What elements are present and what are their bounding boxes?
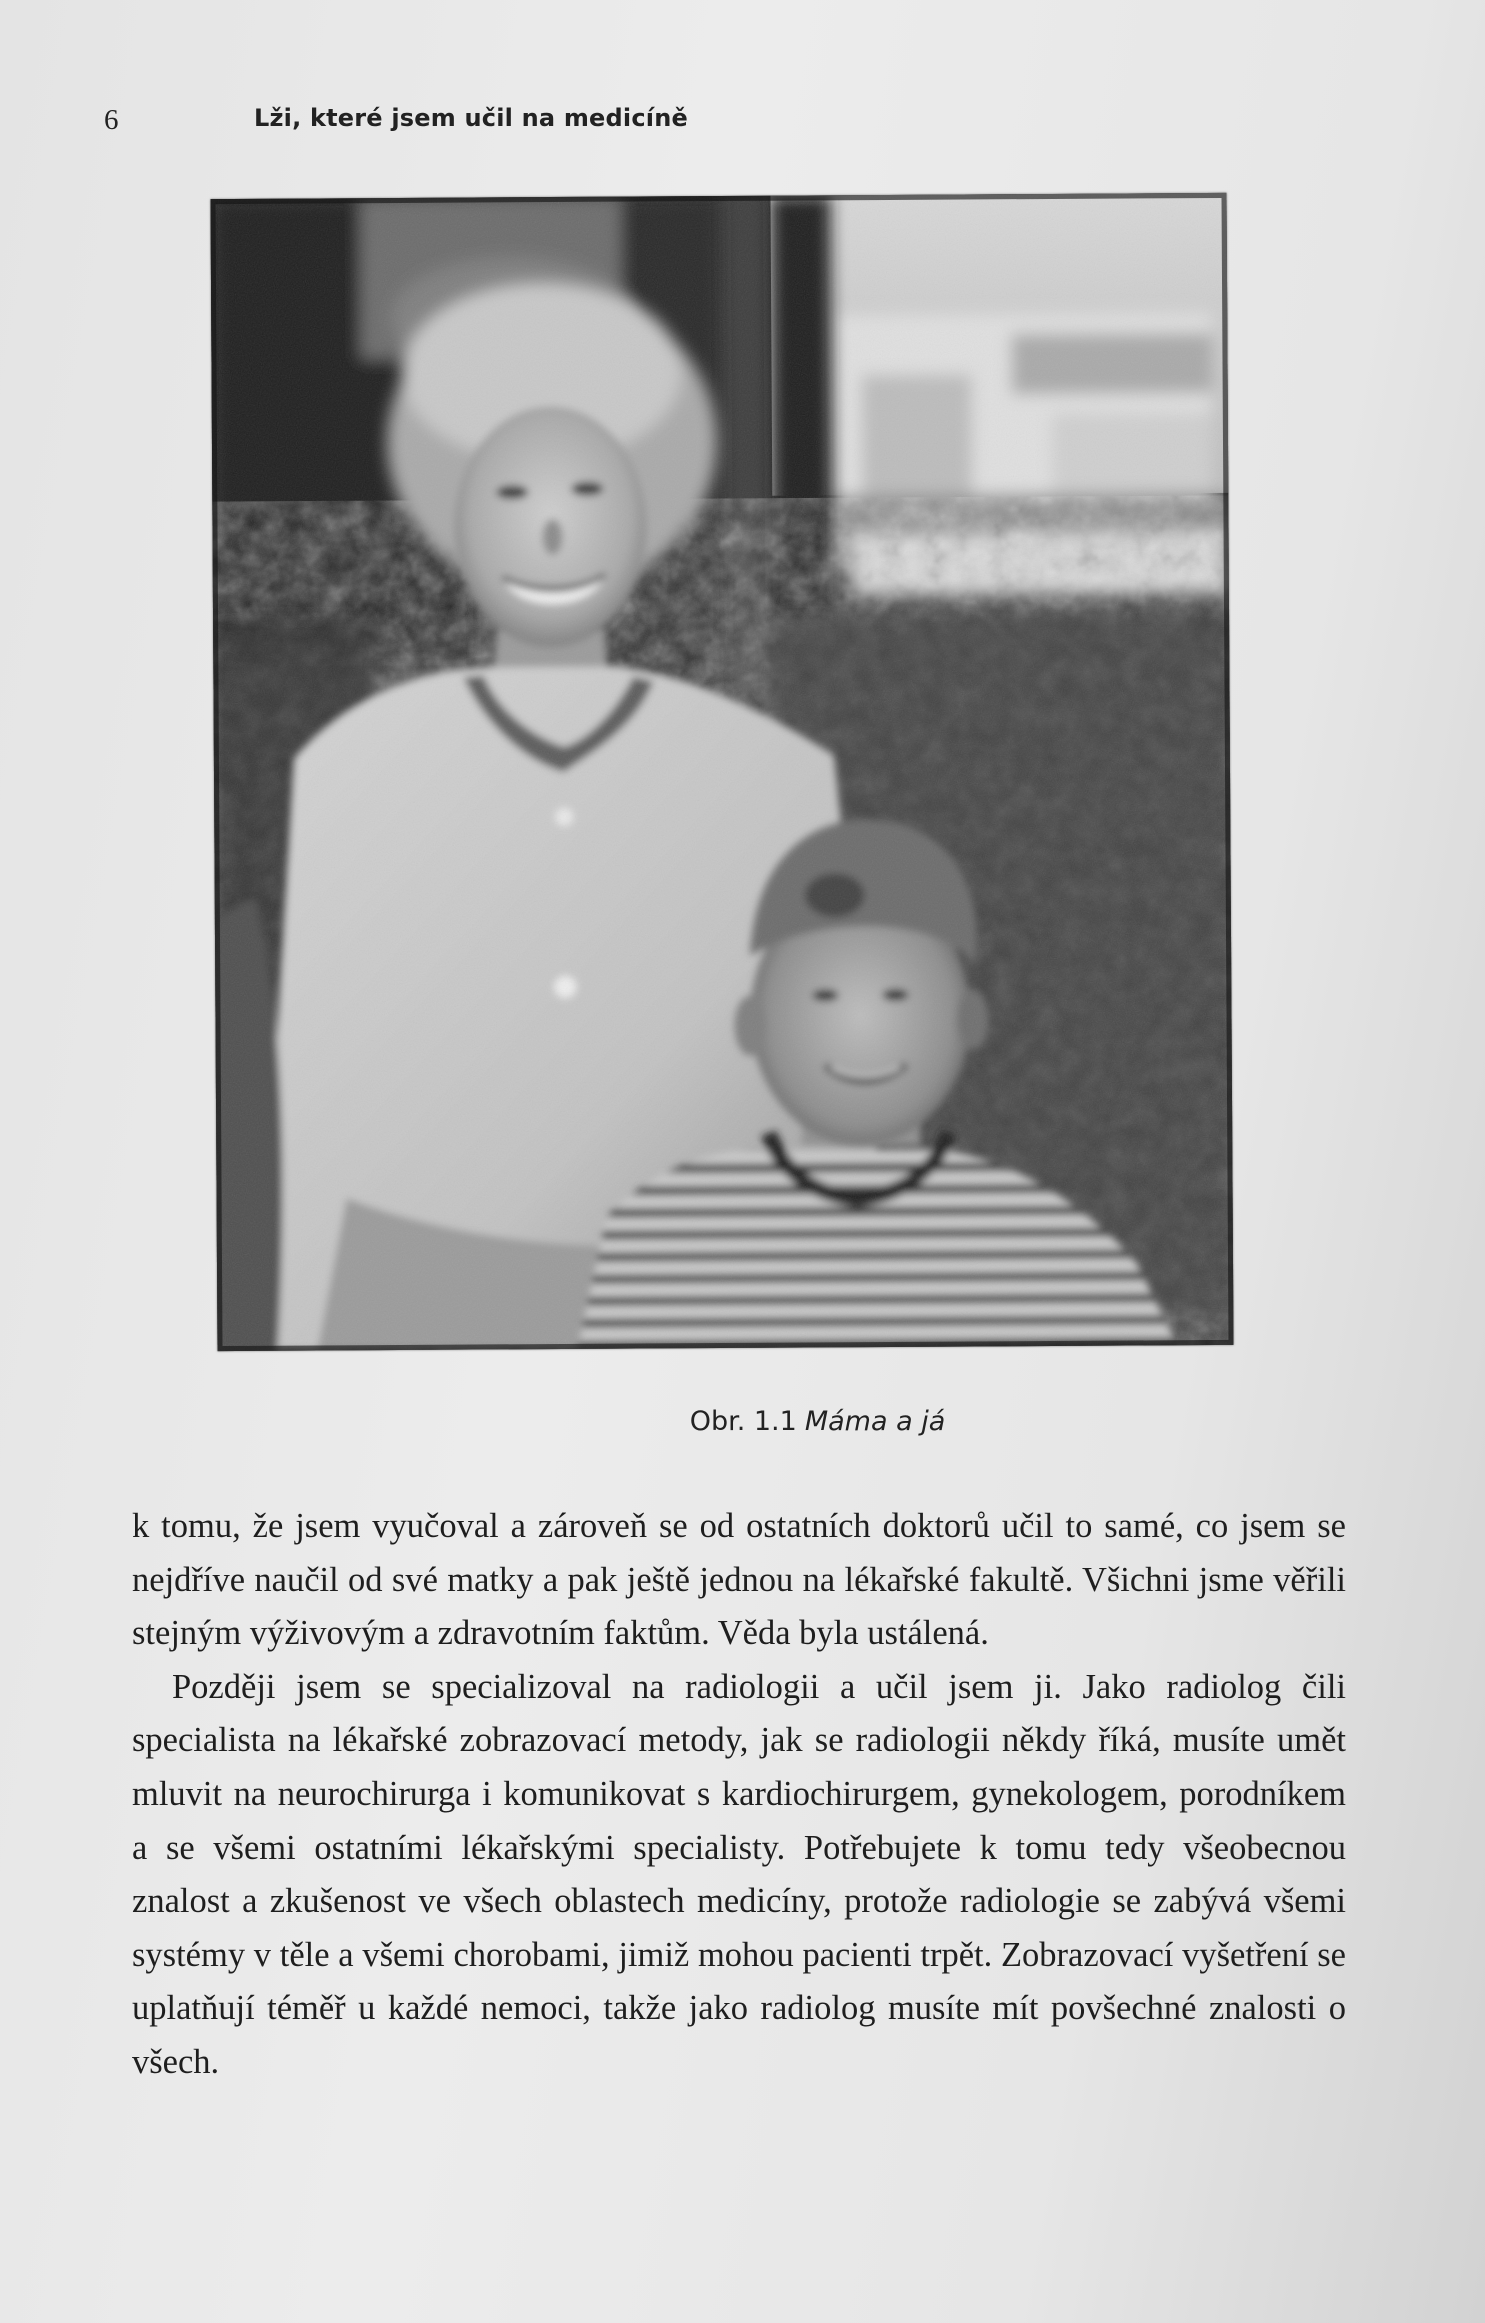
paragraph-2: Později jsem se specializoval na radiologii a učil jsem ji. Jako radiolog čili specialista na lékařské zobrazovací metody, jak se radiologii někdy říká, musíte umět mluvit na neurochirurga i komunikovat s kardiochirurgem, gynekologem, porodníkem a se všemi ostatními lékařskými specialisty. Potřebujete k tomu tedy všeobecnou znalost a zkušenost ve všech oblastech medicíny, protože radiologie se zabývá všemi systémy v těle a všemi chorobami, jimiž mohou pacienti trpět. Zobrazovací vyšetření se uplatňují téměř u každé nemoci, takže jako radiolog musíte mít povšechné znalosti o všech. xyxy=(132,1667,1346,2081)
paragraph-1: k tomu, že jsem vyučoval a zároveň se od ostatních doktorů učil to samé, co jsem se nejdříve naučil od své matky a pak ještě jednou na lékařské fakultě. Všichni jsme věřili stejným výživovým a zdravotním faktům. Věda byla ustálená. xyxy=(132,1507,1346,1653)
figure-caption-label: Obr. 1.1 xyxy=(689,1406,797,1437)
page-number: 6 xyxy=(104,104,119,136)
figure-caption xyxy=(0,1406,1485,1437)
body-text xyxy=(132,1500,1346,2090)
page-header xyxy=(104,104,1104,144)
running-title: Lži, které jsem učil na medicíně xyxy=(254,104,688,132)
figure-caption-text: Máma a já xyxy=(804,1406,946,1437)
photo-mother-and-son xyxy=(210,193,1233,1351)
